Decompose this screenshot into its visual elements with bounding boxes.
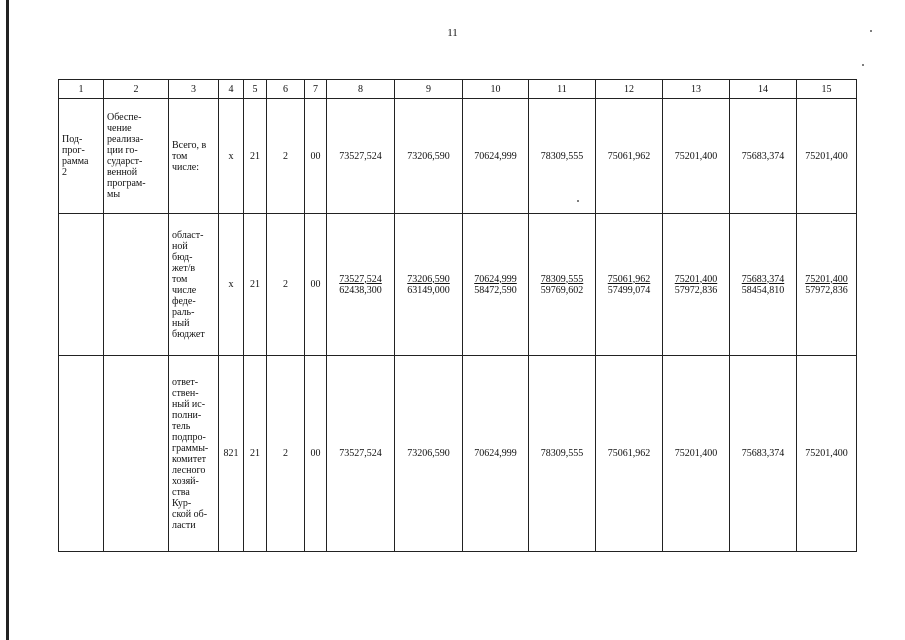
- value-cell: 78309,555: [529, 99, 596, 214]
- scan-left-edge: [6, 0, 9, 640]
- header-cell: 14: [730, 80, 797, 99]
- header-cell: 3: [169, 80, 219, 99]
- code-cell: 21: [244, 214, 267, 356]
- program-name-cell: Обеспе- чение реализа- ции го- сударст- венной програм- мы: [104, 99, 169, 214]
- regional-value: 75683,374: [741, 273, 785, 285]
- table-row: [59, 214, 857, 356]
- header-cell: 12: [596, 80, 663, 99]
- page-number: 11: [447, 27, 458, 39]
- federal-value: 57972,836: [674, 284, 718, 296]
- header-cell: 10: [463, 80, 529, 99]
- code-cell: 821: [219, 356, 244, 552]
- value-cell: 78309,555: [529, 356, 596, 552]
- header-cell: 11: [529, 80, 596, 99]
- program-label-cell: [59, 214, 104, 356]
- code-cell: х: [219, 99, 244, 214]
- regional-value: 75201,400: [674, 273, 718, 285]
- value-cell: 75201,400: [663, 99, 730, 214]
- header-cell: 7: [305, 80, 327, 99]
- value-cell: [663, 214, 730, 356]
- code-cell: 00: [305, 356, 327, 552]
- value-cell: 75061,962: [596, 99, 663, 214]
- regional-value: 73527,524: [339, 273, 382, 285]
- regional-value: 75061,962: [607, 273, 651, 285]
- header-cell: 5: [244, 80, 267, 99]
- program-label-cell: Под- прог- рамма 2: [59, 99, 104, 214]
- header-cell: 9: [395, 80, 463, 99]
- value-cell: 75683,374: [730, 99, 797, 214]
- code-cell: х: [219, 214, 244, 356]
- value-cell: [327, 214, 395, 356]
- table-row: [59, 99, 857, 214]
- regional-value: 75201,400: [805, 273, 848, 285]
- program-name-cell: [104, 356, 169, 552]
- code-cell: 2: [267, 99, 305, 214]
- funding-source-cell: област- ной бюд- жет/в том числе феде- раль- ный бюджет: [169, 214, 219, 356]
- value-cell: 73527,524: [327, 99, 395, 214]
- table-row: [59, 356, 857, 552]
- federal-value: 58454,810: [741, 284, 785, 296]
- value-cell: [596, 214, 663, 356]
- header-cell: 8: [327, 80, 395, 99]
- federal-value: 57499,074: [607, 284, 651, 296]
- program-label-cell: [59, 356, 104, 552]
- value-cell: 75061,962: [596, 356, 663, 552]
- budget-table: [58, 79, 857, 552]
- code-cell: 2: [267, 214, 305, 356]
- value-cell: [395, 214, 463, 356]
- value-cell: 75683,374: [730, 356, 797, 552]
- regional-value: 73206,590: [407, 273, 450, 285]
- value-cell: 75201,400: [797, 356, 857, 552]
- value-cell: [529, 214, 596, 356]
- regional-value: 78309,555: [540, 273, 584, 285]
- header-cell: 4: [219, 80, 244, 99]
- code-cell: 2: [267, 356, 305, 552]
- value-cell: 75201,400: [797, 99, 857, 214]
- value-cell: 73206,590: [395, 356, 463, 552]
- federal-value: 63149,000: [407, 284, 450, 296]
- value-cell: 75201,400: [663, 356, 730, 552]
- funding-source-cell: ответ- ствен- ный ис- полни- тель подпро- граммы- комитет лесного хозяй- ства Кур- ской об- ласти: [169, 356, 219, 552]
- program-name-cell: [104, 214, 169, 356]
- scan-speck: [862, 64, 864, 66]
- column-number-row: [59, 80, 857, 99]
- value-cell: 73206,590: [395, 99, 463, 214]
- header-cell: 1: [59, 80, 104, 99]
- header-cell: 6: [267, 80, 305, 99]
- header-cell: 2: [104, 80, 169, 99]
- value-cell: [463, 214, 529, 356]
- funding-source-cell: Всего, в том числе:: [169, 99, 219, 214]
- value-cell: [730, 214, 797, 356]
- header-cell: 13: [663, 80, 730, 99]
- federal-value: 59769,602: [540, 284, 584, 296]
- header-cell: 15: [797, 80, 857, 99]
- value-cell: 73527,524: [327, 356, 395, 552]
- value-cell: [797, 214, 857, 356]
- code-cell: 21: [244, 356, 267, 552]
- value-cell: 70624,999: [463, 99, 529, 214]
- value-cell: 70624,999: [463, 356, 529, 552]
- federal-value: 57972,836: [805, 284, 848, 296]
- code-cell: 00: [305, 99, 327, 214]
- code-cell: 00: [305, 214, 327, 356]
- regional-value: 70624,999: [474, 273, 517, 285]
- federal-value: 58472,590: [474, 284, 517, 296]
- federal-value: 62438,300: [339, 284, 382, 296]
- code-cell: 21: [244, 99, 267, 214]
